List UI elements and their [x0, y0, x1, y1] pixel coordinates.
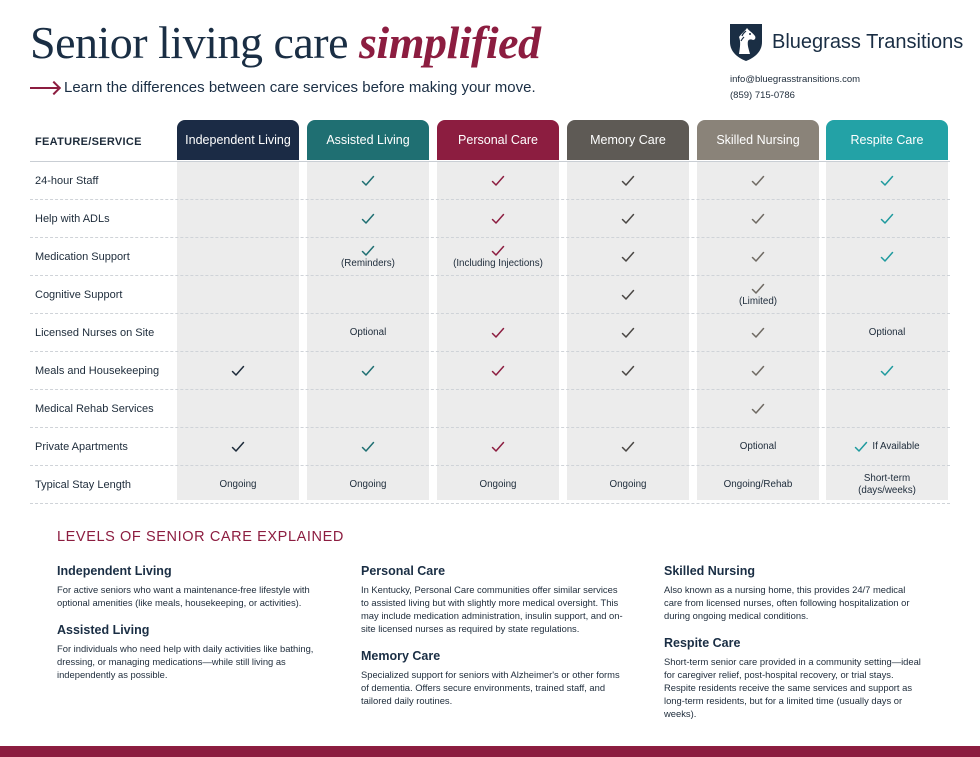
cell-text: Ongoing — [349, 479, 387, 490]
table-cell — [567, 200, 689, 238]
table-cell — [307, 352, 429, 390]
checkmark-icon — [361, 365, 375, 377]
checkmark-icon — [751, 175, 765, 187]
table-cell — [826, 276, 948, 314]
comparison-table — [30, 120, 950, 504]
table-cell — [177, 238, 299, 276]
table-cell — [307, 162, 429, 200]
explain-text: For active seniors who want a maintenance-free lifestyle with optional amenities (like meals, housekeeping, or activities). — [57, 584, 310, 608]
feature-column-header: FEATURE/SERVICE — [35, 136, 142, 148]
table-cell — [567, 352, 689, 390]
table-cell — [437, 200, 559, 238]
contact-phone[interactable]: (859) 715-0786 — [730, 90, 795, 101]
table-cell — [437, 428, 559, 466]
cell-text: Optional — [739, 441, 777, 452]
table-cell — [177, 390, 299, 428]
table-cell — [307, 200, 429, 238]
table-cell — [697, 428, 819, 466]
explain-respite-care — [664, 636, 922, 720]
title-accent: simplified — [359, 17, 541, 68]
cell-text: Short-term (days/weeks) — [858, 473, 916, 496]
table-cell — [567, 276, 689, 314]
table-row — [30, 428, 950, 466]
column-header-respite-care: Respite Care — [826, 120, 948, 160]
table-cell — [567, 390, 689, 428]
explain-title: Skilled Nursing — [664, 564, 755, 578]
table-cell — [697, 238, 819, 276]
table-cell — [177, 276, 299, 314]
table-row — [30, 390, 950, 428]
subtitle-text: Learn the differences between care services before making your move. — [64, 79, 536, 96]
explain-title: Memory Care — [361, 649, 441, 663]
page-title — [30, 16, 541, 69]
checkmark-icon — [621, 213, 635, 225]
table-cell — [437, 390, 559, 428]
checkmark-icon — [361, 245, 375, 257]
explain-independent-living — [57, 564, 317, 609]
table-cell — [177, 200, 299, 238]
row-label: Medication Support — [35, 251, 130, 263]
cell-text: Ongoing/Rehab — [723, 479, 793, 490]
row-label: Medical Rehab Services — [35, 403, 154, 415]
explain-memory-care — [361, 649, 623, 707]
table-cell — [307, 390, 429, 428]
row-label: Cognitive Support — [35, 289, 123, 301]
checkmark-icon — [361, 441, 375, 453]
column-header-memory-care: Memory Care — [567, 120, 689, 160]
table-cell — [697, 466, 819, 504]
table-cell — [826, 162, 948, 200]
horse-head-shield-icon — [728, 22, 764, 62]
table-cell — [567, 428, 689, 466]
subtitle — [30, 79, 536, 96]
cell-text: Ongoing — [609, 479, 647, 490]
explain-skilled-nursing — [664, 564, 922, 622]
table-cell — [437, 466, 559, 504]
column-header-independent-living: Independent Living — [177, 120, 299, 160]
explain-text: Short-term senior care provided in a community setting—ideal for caregiver relief, post-hospital recovery, or trial stays. Respite residents receive the same services and support as long-term residents, but for a limited time (usually days or weeks). — [664, 656, 921, 719]
table-row — [30, 162, 950, 200]
checkmark-icon — [361, 213, 375, 225]
explain-title: Respite Care — [664, 636, 741, 650]
contact-email[interactable]: info@bluegrasstransitions.com — [730, 74, 861, 85]
table-cell — [567, 466, 689, 504]
table-cell — [826, 314, 948, 352]
checkmark-icon — [361, 175, 375, 187]
table-body — [30, 162, 950, 504]
table-cell — [437, 276, 559, 314]
table-row — [30, 352, 950, 390]
table-cell — [177, 314, 299, 352]
checkmark-icon — [491, 213, 505, 225]
explain-text: Specialized support for seniors with Alzheimer's or other forms of dementia. Offers secure environments, trained staff, and tailored daily routines. — [361, 669, 620, 706]
checkmark-icon — [880, 213, 894, 225]
table-cell — [697, 276, 819, 314]
explain-text: Also known as a nursing home, this provides 24/7 medical care from licensed nurses, often following hospitalization or during ongoing medical conditions. — [664, 584, 910, 621]
explain-text: In Kentucky, Personal Care communities offer similar services to assisted living but with slightly more medical oversight. This may include medication administration, insulin support, and on-site licensed nurses as required by state regulations. — [361, 584, 623, 634]
table-cell — [826, 200, 948, 238]
table-cell — [567, 162, 689, 200]
checkmark-icon — [751, 403, 765, 415]
cell-text: Optional — [349, 327, 387, 338]
cell-text: If Available — [872, 441, 920, 452]
row-label: 24-hour Staff — [35, 175, 99, 187]
checkmark-icon — [880, 175, 894, 187]
table-cell — [307, 314, 429, 352]
table-row — [30, 200, 950, 238]
table-row — [30, 276, 950, 314]
brand-name: Bluegrass Transitions — [772, 30, 964, 53]
table-cell — [697, 200, 819, 238]
table-cell — [826, 238, 948, 276]
checkmark-icon — [621, 251, 635, 263]
checkmark-icon — [231, 441, 245, 453]
table-cell — [697, 352, 819, 390]
explain-title: Personal Care — [361, 564, 446, 578]
table-cell — [177, 352, 299, 390]
brand — [728, 22, 963, 62]
footer-bar — [0, 746, 980, 757]
row-label: Licensed Nurses on Site — [35, 327, 155, 339]
table-cell — [697, 314, 819, 352]
checkmark-icon — [751, 283, 765, 295]
table-cell — [437, 352, 559, 390]
table-cell — [307, 238, 429, 276]
cell-text: Ongoing — [479, 479, 517, 490]
table-header — [30, 120, 950, 162]
checkmark-icon — [621, 289, 635, 301]
checkmark-icon — [491, 441, 505, 453]
table-cell — [437, 162, 559, 200]
checkmark-icon — [231, 365, 245, 377]
explain-personal-care — [361, 564, 623, 635]
checkmark-icon — [621, 441, 635, 453]
explain-text: For individuals who need help with daily activities like bathing, dressing, or managing medications—while still living as independently as possible. — [57, 643, 314, 680]
checkmark-icon — [621, 365, 635, 377]
cell-text: (Limited) — [738, 295, 778, 307]
checkmark-icon — [621, 175, 635, 187]
column-header-skilled-nursing: Skilled Nursing — [697, 120, 819, 160]
contact-info — [730, 72, 860, 104]
table-cell — [567, 314, 689, 352]
table-cell — [697, 162, 819, 200]
table-cell — [177, 162, 299, 200]
table-row — [30, 238, 950, 276]
explain-title: Assisted Living — [57, 623, 150, 637]
title-main: Senior living care — [30, 17, 360, 68]
explain-title: Independent Living — [57, 564, 172, 578]
checkmark-icon — [491, 327, 505, 339]
row-label: Help with ADLs — [35, 213, 110, 225]
checkmark-icon — [491, 175, 505, 187]
checkmark-icon — [880, 365, 894, 377]
checkmark-icon — [880, 251, 894, 263]
arrow-right-icon — [30, 87, 58, 89]
cell-text: (Including Injections) — [453, 257, 543, 269]
checkmark-icon — [751, 213, 765, 225]
checkmark-icon — [491, 245, 505, 257]
row-label: Typical Stay Length — [35, 479, 132, 491]
table-cell — [826, 428, 948, 466]
checkmark-icon — [491, 365, 505, 377]
row-label: Private Apartments — [35, 441, 128, 453]
column-header-assisted-living: Assisted Living — [307, 120, 429, 160]
table-cell — [826, 390, 948, 428]
row-label: Meals and Housekeeping — [35, 365, 160, 377]
cell-text: (Reminders) — [341, 257, 395, 269]
checkmark-icon — [751, 327, 765, 339]
cell-text: Ongoing — [219, 479, 257, 490]
table-cell — [307, 276, 429, 314]
table-cell — [437, 238, 559, 276]
checkmark-icon — [751, 365, 765, 377]
table-row — [30, 466, 950, 504]
table-cell — [697, 390, 819, 428]
table-cell — [826, 352, 948, 390]
table-cell — [437, 314, 559, 352]
checkmark-icon — [854, 441, 868, 453]
explain-assisted-living — [57, 623, 317, 681]
table-cell — [177, 466, 299, 504]
cell-text: Optional — [868, 327, 906, 338]
column-header-personal-care: Personal Care — [437, 120, 559, 160]
table-cell — [307, 428, 429, 466]
table-row — [30, 314, 950, 352]
table-cell — [177, 428, 299, 466]
table-cell — [826, 466, 948, 504]
section-title: LEVELS OF SENIOR CARE EXPLAINED — [57, 529, 344, 545]
table-cell — [307, 466, 429, 504]
checkmark-icon — [621, 327, 635, 339]
checkmark-icon — [751, 251, 765, 263]
table-cell — [567, 238, 689, 276]
